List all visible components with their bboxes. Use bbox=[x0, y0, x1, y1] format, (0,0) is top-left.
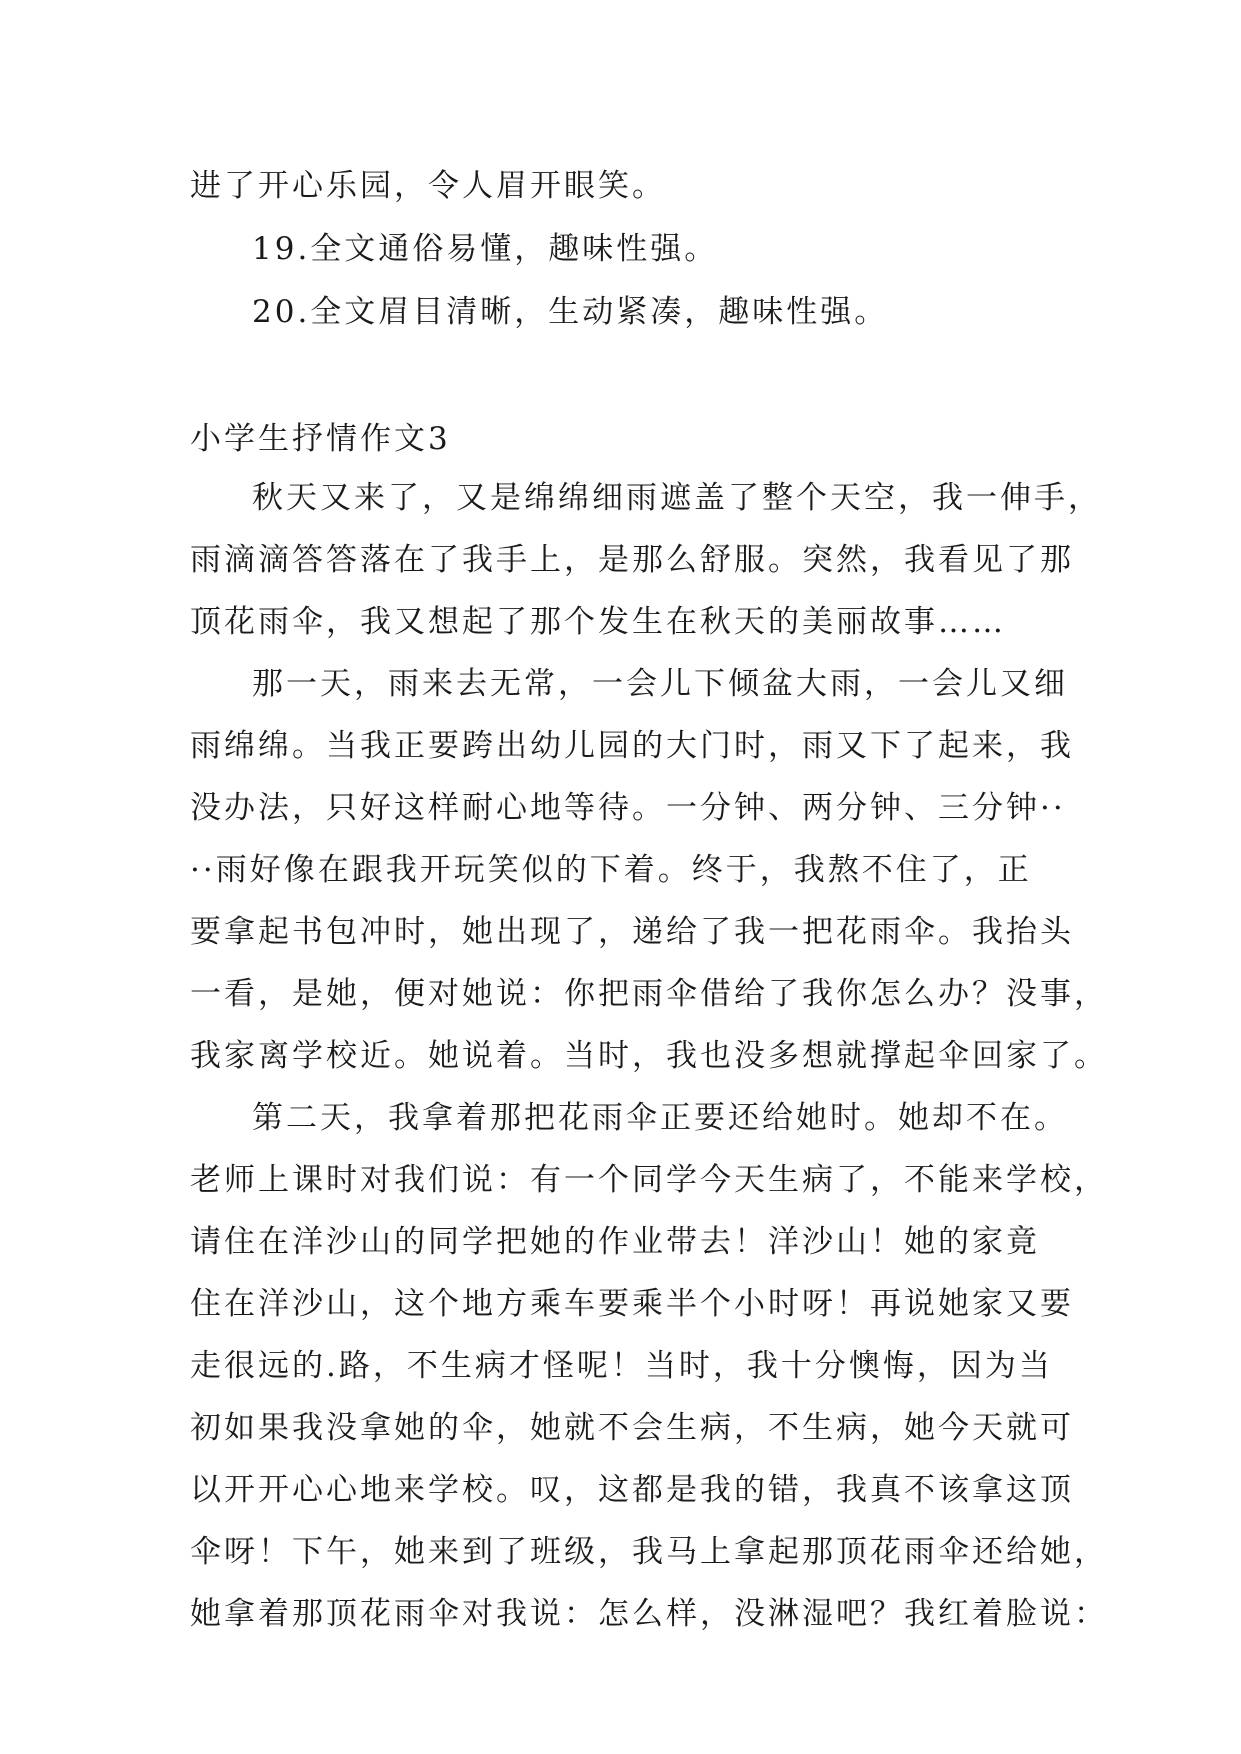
paragraph-line: 没办法，只好这样耐心地等待。一分钟、两分钟、三分钟·· bbox=[190, 790, 1066, 826]
paragraph-line: 一看，是她，便对她说：你把雨伞借给了我你怎么办？没事， bbox=[190, 976, 1108, 1012]
paragraph-line: 进了开心乐园，令人眉开眼笑。 bbox=[190, 168, 666, 204]
paragraph-line: 雨绵绵。当我正要跨出幼儿园的大门时，雨又下了起来，我 bbox=[190, 728, 1074, 764]
paragraph-line: 我家离学校近。她说着。当时，我也没多想就撑起伞回家了。 bbox=[190, 1038, 1108, 1074]
paragraph-line: 要拿起书包冲时，她出现了，递给了我一把花雨伞。我抬头 bbox=[190, 914, 1074, 950]
list-item-19: 19.全文通俗易懂，趣味性强。 bbox=[252, 231, 719, 267]
paragraph-line: 老师上课时对我们说：有一个同学今天生病了，不能来学校， bbox=[190, 1162, 1108, 1198]
paragraph-line: 第二天，我拿着那把花雨伞正要还给她时。她却不在。 bbox=[252, 1100, 1068, 1136]
paragraph-line: ··雨好像在跟我开玩笑似的下着。终于，我熬不住了，正 bbox=[190, 852, 1032, 888]
paragraph-line: 以开开心心地来学校。叹，这都是我的错，我真不该拿这顶 bbox=[190, 1472, 1074, 1508]
paragraph-line: 雨滴滴答答落在了我手上，是那么舒服。突然，我看见了那 bbox=[190, 542, 1074, 578]
section-heading: 小学生抒情作文3 bbox=[190, 421, 451, 457]
paragraph-line: 那一天，雨来去无常，一会儿下倾盆大雨，一会儿又细 bbox=[252, 666, 1068, 702]
paragraph-line: 秋天又来了，又是绵绵细雨遮盖了整个天空，我一伸手， bbox=[252, 480, 1102, 516]
paragraph-line: 住在洋沙山，这个地方乘车要乘半个小时呀！再说她家又要 bbox=[190, 1286, 1074, 1322]
paragraph-line: 走很远的.路，不生病才怪呢！当时，我十分懊悔，因为当 bbox=[190, 1348, 1053, 1384]
paragraph-line: 顶花雨伞，我又想起了那个发生在秋天的美丽故事…… bbox=[190, 604, 1006, 640]
list-item-20: 20.全文眉目清晰，生动紧凑，趣味性强。 bbox=[252, 294, 889, 330]
paragraph-line: 伞呀！下午，她来到了班级，我马上拿起那顶花雨伞还给她， bbox=[190, 1534, 1108, 1570]
paragraph-line: 她拿着那顶花雨伞对我说：怎么样，没淋湿吧？我红着脸说： bbox=[190, 1596, 1108, 1632]
paragraph-line: 初如果我没拿她的伞，她就不会生病，不生病，她今天就可 bbox=[190, 1410, 1074, 1446]
paragraph-line: 请住在洋沙山的同学把她的作业带去！洋沙山！她的家竟 bbox=[190, 1224, 1040, 1260]
